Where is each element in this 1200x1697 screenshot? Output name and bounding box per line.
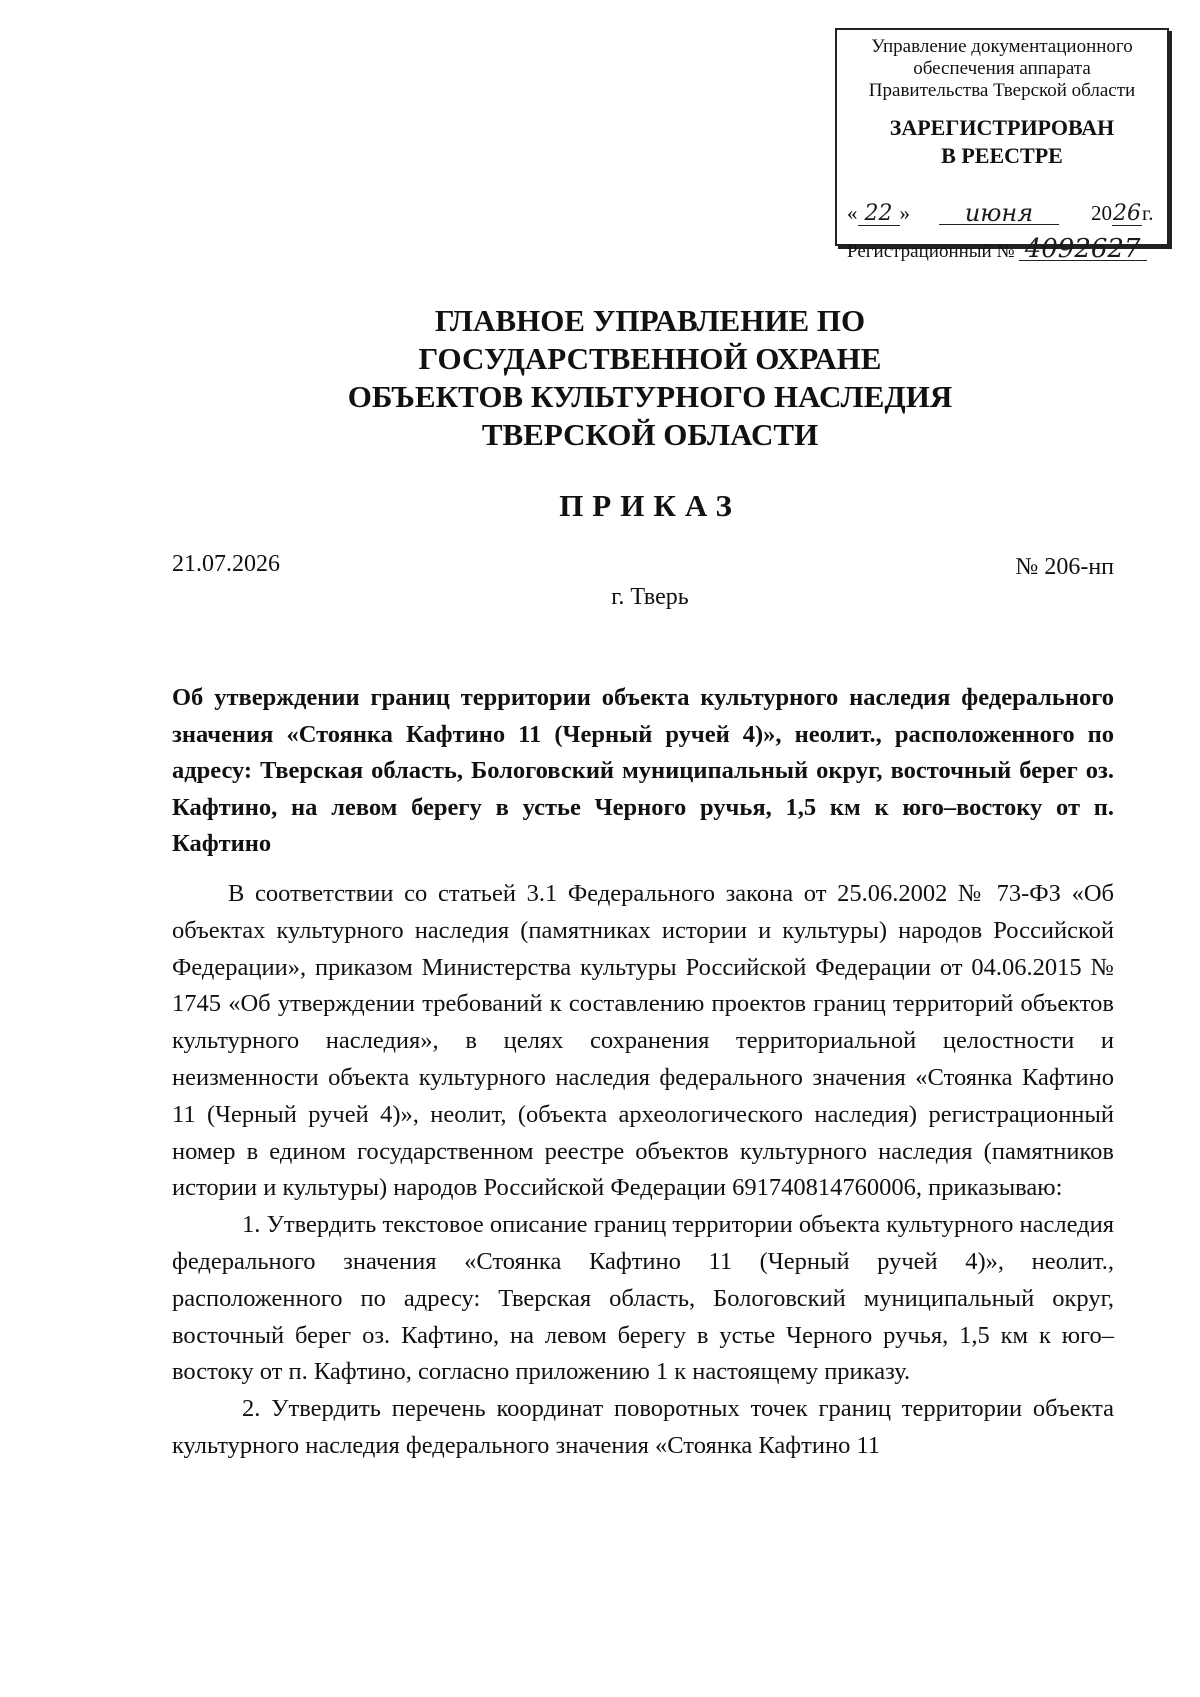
stamp-day-value: 22 <box>858 203 900 226</box>
agency-name-line: ОБЪЕКТОВ КУЛЬТУРНОГО НАСЛЕДИЯ <box>347 379 953 414</box>
stamp-registered-title <box>837 114 1167 170</box>
stamp-year-unit: г. <box>1142 201 1154 225</box>
stamp-regnum <box>847 234 1147 264</box>
stamp-date <box>847 199 1159 230</box>
stamp-date-close-quote: » <box>899 201 910 225</box>
stamp-year-prefix: 20 <box>1091 201 1112 225</box>
stamp-month-value: июня <box>939 202 1059 225</box>
document-subject: Об утверждении границ территории объекта культурного наследия федерального значения «Стоянка Кафтино 11 (Черный ручей 4)», неолит., расположенного по адресу: Тверская область, Бологовский муниципальный округ, восточный берег оз. Кафтино, на левом берегу в устье Черного ручья, 1,5 км к юго–востоку от п. Кафтино <box>172 684 1114 857</box>
stamp-date-open-quote: « <box>847 201 858 225</box>
stamp-org-line: Управление документационного <box>871 36 1133 57</box>
registration-stamp <box>835 28 1169 264</box>
document-date: 21.07.2026 <box>172 551 280 577</box>
document-body <box>172 876 1114 1465</box>
body-item: 1. Утвердить текстовое описание границ территории объекта культурного наследия федерального значения «Стоянка Кафтино 11 (Черный ручей 4)», неолит., расположенного по адресу: Тверская область, Бологовский муниципальный округ, восточный берег оз. Кафтино, на левом берегу в устье Черного ручья, 1,5 км к юго–востоку от п. Кафтино, согласно приложению 1 к настоящему приказу. <box>172 1211 1114 1386</box>
stamp-regnum-value: 4092627 <box>1019 238 1147 261</box>
document-number: № 206-нп <box>1015 554 1114 580</box>
body-preamble: В соответствии со статьей 3.1 Федерального закона от 25.06.2002 № 73-ФЗ «Об объектах культурного наследия (памятниках истории и культуры) народов Российской Федерации», приказом Министерства культуры Российской Федерации от 04.06.2015 № 1745 «Об утверждении требований к составлению проектов границ территорий объектов культурного наследия», в целях сохранения территориальной целостности и неизменности объекта культурного наследия федерального значения «Стоянка Кафтино 11 (Черный ручей 4)», неолит, (объекта археологического наследия) регистрационный номер в едином государственном реестре объектов культурного наследия (памятников истории и культуры) народов Российской Федерации 691740814760006, приказываю: <box>172 880 1114 1202</box>
agency-name-line: ТВЕРСКОЙ ОБЛАСТИ <box>481 417 819 452</box>
stamp-org-line: Правительства Тверской области <box>868 80 1136 101</box>
agency-name-line: ГОСУДАРСТВЕННОЙ ОХРАНЕ <box>418 341 882 376</box>
document-type: ПРИКАЗ <box>559 488 741 523</box>
stamp-registered-line: ЗАРЕГИСТРИРОВАН <box>889 115 1115 140</box>
stamp-date-day <box>847 202 910 226</box>
stamp-year-value: 26 <box>1113 201 1141 226</box>
body-item: 2. Утвердить перечень координат поворотных точек границ территории объекта культурного наследия федерального значения «Стоянка Кафтино 11 <box>172 1395 1114 1459</box>
agency-name <box>200 302 1100 454</box>
document-city: г. Тверь <box>611 584 689 610</box>
stamp-org-line: обеспечения аппарата <box>913 58 1091 79</box>
stamp-registered-line: В РЕЕСТРЕ <box>941 143 1063 168</box>
stamp-org <box>837 36 1167 102</box>
stamp-regnum-label: Регистрационный № <box>847 241 1015 262</box>
stamp-date-year <box>1091 202 1154 226</box>
agency-name-line: ГЛАВНОЕ УПРАВЛЕНИЕ ПО <box>434 303 866 338</box>
